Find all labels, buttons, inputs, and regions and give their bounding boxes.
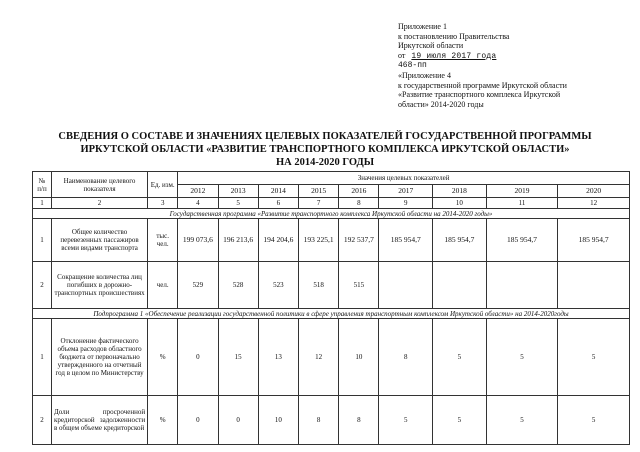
- column-number: 5: [218, 198, 258, 209]
- row-name: Отклонение фактического объема расходов областного бюджета от первоначально утвержденного на отчетный год в целом по Министерству: [52, 319, 148, 396]
- column-number: 10: [433, 198, 487, 209]
- annex-line-8: «Развитие транспортного комплекса Иркутской: [398, 90, 561, 100]
- title-line-1: СВЕДЕНИЯ О СОСТАВЕ И ЗНАЧЕНИЯХ ЦЕЛЕВЫХ ПОКАЗАТЕЛЕЙ ГОСУДАРСТВЕННОЙ ПРОГРАММЫ: [58, 131, 592, 142]
- row-no: 1: [33, 219, 52, 262]
- column-number: 7: [298, 198, 338, 209]
- column-number: 9: [379, 198, 433, 209]
- document-title: [20, 130, 630, 169]
- subprogram-label: Подпрограмма 1 «Обеспечение реализации государственной политики в сфере управления транспортным комплексом Иркутской области» на 2014-2020годы: [93, 309, 569, 318]
- column-number: 3: [148, 198, 178, 209]
- row-value: 193 225,1: [298, 219, 338, 262]
- table-row: [33, 319, 630, 396]
- row-no: 1: [33, 319, 52, 396]
- row-value: 185 954,7: [558, 219, 630, 262]
- year-header: 2013: [218, 185, 258, 198]
- table-row: [33, 219, 630, 262]
- year-header: 2015: [298, 185, 338, 198]
- row-value: [433, 262, 487, 309]
- row-no: 2: [33, 396, 52, 445]
- column-number: 11: [486, 198, 558, 209]
- year-header: 2016: [339, 185, 379, 198]
- annex-line-9: области» 2014-2020 годы: [398, 99, 484, 109]
- row-value: 0: [218, 396, 258, 445]
- row-value: 199 073,6: [178, 219, 218, 262]
- row-value: [558, 262, 630, 309]
- column-number: 6: [258, 198, 298, 209]
- row-value: 196 213,6: [218, 219, 258, 262]
- row-unit: %: [148, 396, 178, 445]
- annex-line-1: Приложение 1: [398, 22, 447, 31]
- row-value: 5: [379, 396, 433, 445]
- year-header: 2017: [379, 185, 433, 198]
- row-value: 5: [433, 396, 487, 445]
- table-row: [33, 396, 630, 445]
- row-value: 185 954,7: [379, 219, 433, 262]
- row-value: [379, 262, 433, 309]
- year-header: 2012: [178, 185, 218, 198]
- annex-date-line: [398, 51, 634, 62]
- row-value: 515: [339, 262, 379, 309]
- program-section-row: Государственная программа «Развитие транспортного комплекса Иркутской области на 2014-2020 годы»: [33, 209, 630, 219]
- row-value: 194 204,6: [258, 219, 298, 262]
- annex-number: 468-пп: [398, 61, 427, 71]
- year-header: 2018: [433, 185, 487, 198]
- annex-line-6: «Приложение 4: [398, 70, 451, 80]
- row-value: 523: [258, 262, 298, 309]
- column-number: 12: [558, 198, 630, 209]
- header-unit: Ед. изм.: [148, 172, 178, 198]
- row-name: Доли просроченной кредиторской задолженности в общем объеме кредиторской: [52, 396, 148, 445]
- row-value: 185 954,7: [486, 219, 558, 262]
- annex-line-3: Иркутской области: [398, 41, 464, 51]
- row-value: 5: [558, 396, 630, 445]
- title-line-3: НА 2014-2020 ГОДЫ: [275, 157, 375, 168]
- row-value: 12: [298, 319, 338, 396]
- row-value: 185 954,7: [433, 219, 487, 262]
- row-value: 5: [486, 319, 558, 396]
- column-number: 1: [33, 198, 52, 209]
- annex-ot: от: [398, 50, 406, 60]
- title-line-2: ИРКУТСКОЙ ОБЛАСТИ «РАЗВИТИЕ ТРАНСПОРТНОГО КОМПЛЕКСА ИРКУТСКОЙ ОБЛАСТИ»: [80, 144, 570, 155]
- row-value: 518: [298, 262, 338, 309]
- row-value: 5: [558, 319, 630, 396]
- row-name: Сокращение количества лиц погибших в дорожно-транспортных происшествиях: [52, 262, 148, 309]
- row-value: [486, 262, 558, 309]
- annex-line-2: к постановлению Правительства: [398, 31, 510, 41]
- year-header: 2019: [486, 185, 558, 198]
- year-header: 2020: [558, 185, 630, 198]
- column-number: 2: [52, 198, 148, 209]
- subprogram-section-row: [33, 309, 630, 319]
- row-value: 10: [258, 396, 298, 445]
- row-value: 0: [178, 396, 218, 445]
- row-no: 2: [33, 262, 52, 309]
- column-number: 8: [339, 198, 379, 209]
- row-unit: тыс. чел.: [148, 219, 178, 262]
- row-value: 8: [298, 396, 338, 445]
- row-unit: чел.: [148, 262, 178, 309]
- row-value: 10: [339, 319, 379, 396]
- row-value: 192 537,7: [339, 219, 379, 262]
- annex-date: 19 июля 2017 года: [411, 51, 497, 61]
- row-value: 8: [339, 396, 379, 445]
- row-value: 5: [486, 396, 558, 445]
- row-value: 8: [379, 319, 433, 396]
- row-value: 0: [178, 319, 218, 396]
- indicators-table: [32, 171, 630, 445]
- annex-block: [398, 22, 634, 109]
- header-values: Значения целевых показателей: [178, 172, 630, 185]
- column-number: 4: [178, 198, 218, 209]
- header-name: Наименование целевого показателя: [52, 172, 148, 198]
- annex-line-7: к государственной программе Иркутской области: [398, 80, 567, 90]
- header-no: № п/п: [33, 172, 52, 198]
- column-number-row: [33, 198, 630, 209]
- row-value: 15: [218, 319, 258, 396]
- row-value: 528: [218, 262, 258, 309]
- row-value: 5: [433, 319, 487, 396]
- row-unit: %: [148, 319, 178, 396]
- row-name: Общее количество перевезенных пассажиров всеми видами транспорта: [52, 219, 148, 262]
- row-value: 529: [178, 262, 218, 309]
- row-value: 13: [258, 319, 298, 396]
- table-row: [33, 262, 630, 309]
- year-header: 2014: [258, 185, 298, 198]
